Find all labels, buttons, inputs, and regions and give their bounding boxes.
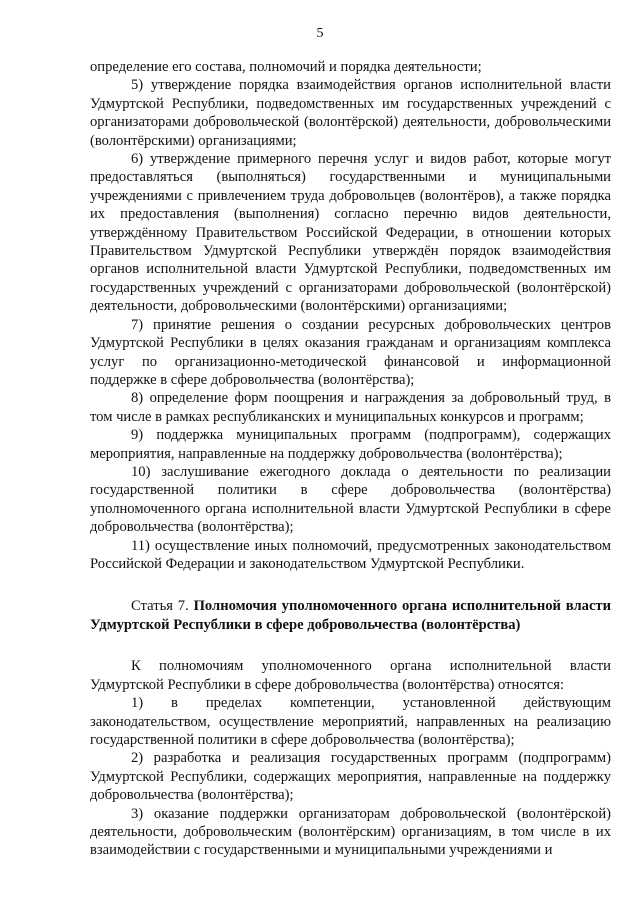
paragraph: 9) поддержка муниципальных программ (подпрограмм), содержащих мероприятия, направленные на поддержку добровольчества (волонтёрства); [90, 427, 611, 462]
paragraph: 3) оказание поддержки организаторам добровольческой (волонтёрской) деятельности, добровольческим (волонтёрским) организациям, в том числе в их взаимодействии с государственными и муниципальными учреждениями и [90, 805, 611, 859]
paragraph: 7) принятие решения о создании ресурсных добровольческих центров Удмуртской Республики в целях оказания гражданам и организациям комплекса услуг по организационно-методической финансовой и информационной поддержке в сфере добровольчества (волонтёрства); [90, 316, 611, 388]
paragraph: 1) в пределах компетенции, установленной действующим законодательством, осуществление мероприятий, направленных на реализацию государственной политики в сфере добровольчества (волонтёрства); [90, 695, 611, 748]
paragraph: К полномочиям уполномоченного органа исполнительной власти Удмуртской Республики в сфере добровольчества (волонтёрства) относятся: [90, 658, 611, 693]
document-body [90, 58, 611, 860]
paragraph: 10) заслушивание ежегодного доклада о деятельности по реализации государственной политики в сфере добровольчества (волонтёрства) уполномоченного органа исполнительной власти Удмуртской Республики в сфере добровольчества (волонтёрства); [90, 463, 611, 536]
article-number: Статья 7. [131, 598, 189, 615]
paragraph: 8) определение форм поощрения и награждения за добровольный труд, в том числе в рамках республиканских и муниципальных конкурсов и программ; [90, 390, 611, 425]
paragraph: определение его состава, полномочий и порядка деятельности; [90, 59, 482, 75]
article-heading [90, 597, 611, 635]
paragraph: 2) разработка и реализация государственных программ (подпрограмм) Удмуртской Республики, содержащих мероприятия, направленные на поддержку добровольчества (волонтёрства); [90, 750, 611, 804]
paragraph: 5) утверждение порядка взаимодействия органов исполнительной власти Удмуртской Республики, подведомственных им государственных учреждений с организаторами добровольческой (волонтёрской) деятельности, добровольческими (волонтёрскими) организациями; [90, 77, 611, 149]
article-title: Полномочия уполномоченного органа исполнительной власти Удмуртской Республики в сфере добровольчества (волонтёрства) [90, 598, 611, 634]
paragraph: 11) осуществление иных полномочий, предусмотренных законодательством Российской Федерации и законодательством Удмуртской Республики. [90, 537, 611, 572]
page-number: 5 [316, 26, 324, 41]
paragraph: 6) утверждение примерного перечня услуг и видов работ, которые могут предоставляться (выполняться) государственными и муниципальными учреждениями с привлечением труда добровольцев (волонтёров), а также порядка их предоставления (выполнения) согласно перечню видов деятельности, утверждённому Правительством Российской Федерации, в отношении которых Правительством Удмуртской Республики утверждён порядок взаимодействия органов исполнительной власти Удмуртской Республики, подведомственных им государственных учреждений с организаторами добровольческой (волонтёрской) деятельности, добровольческими (волонтёрскими) организациями; [90, 151, 611, 315]
